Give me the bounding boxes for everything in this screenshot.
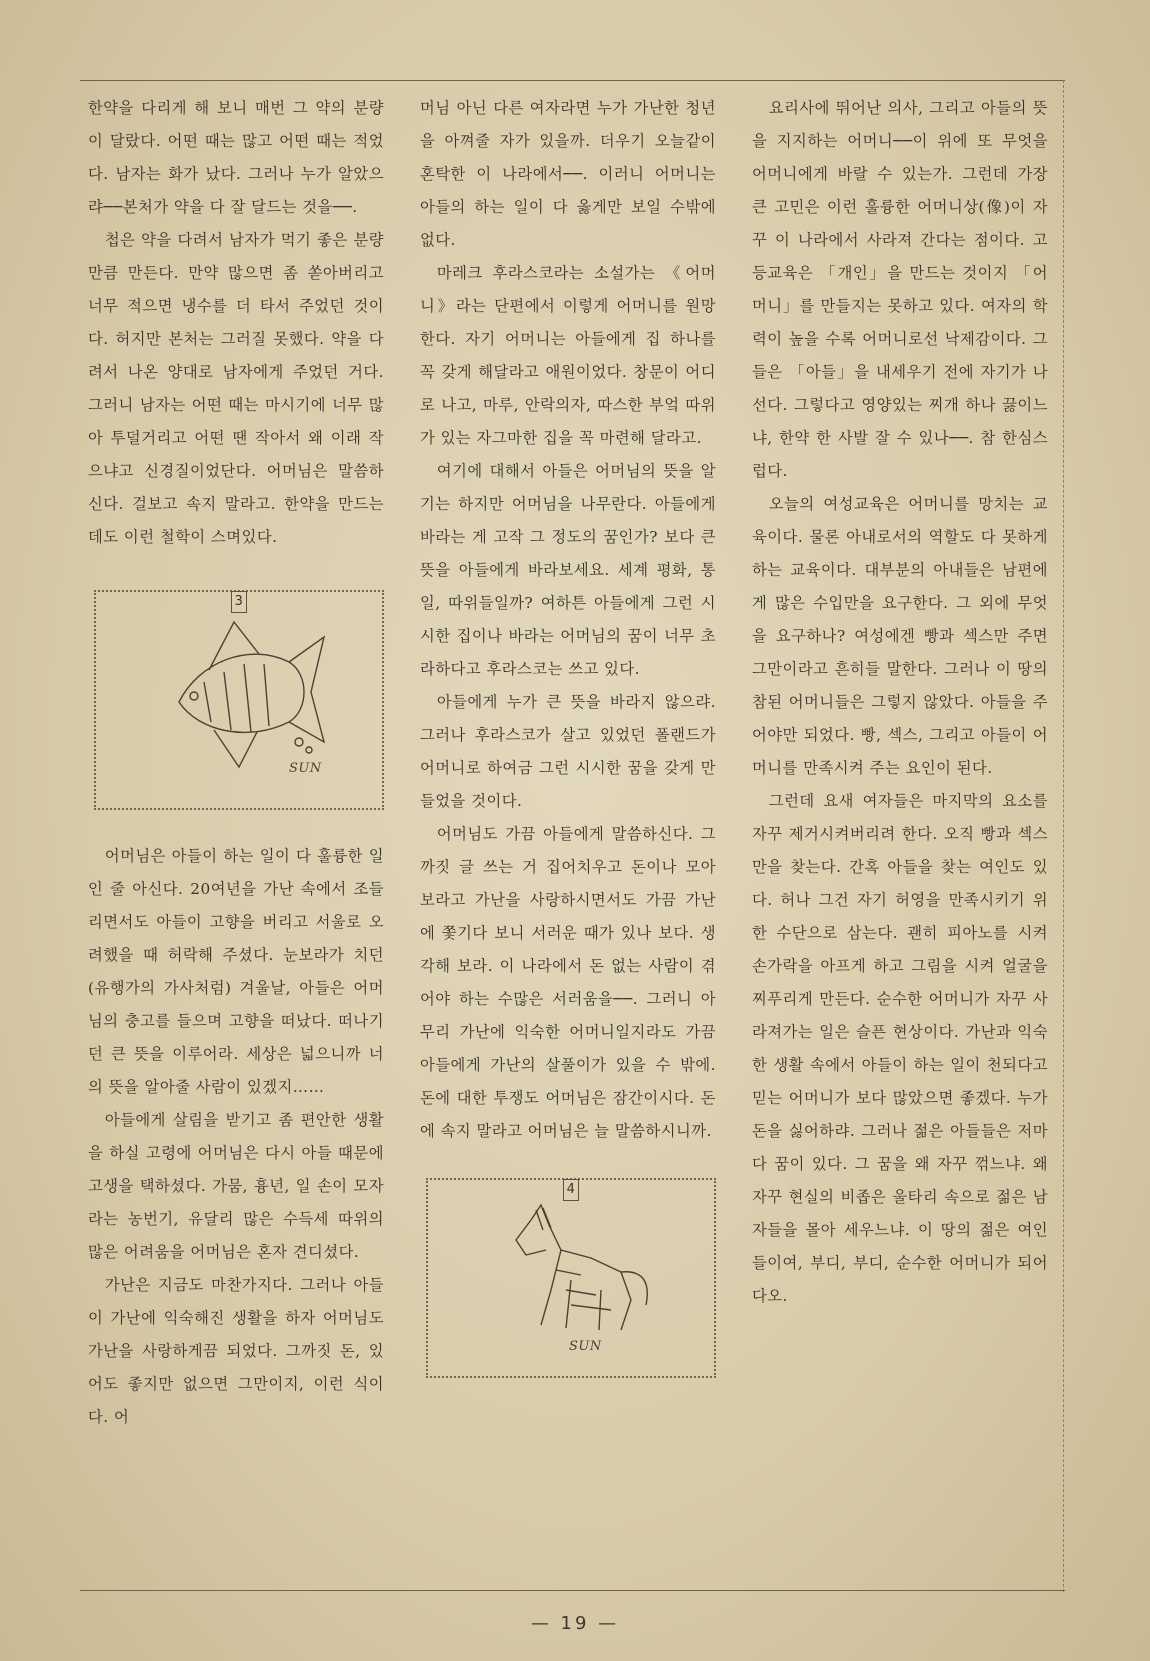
- paragraph: 아들에게 누가 큰 뜻을 바라지 않으랴. 그러나 후라스코가 살고 있었던 폴랜드가 어머니로 하여금 그런 시시한 꿈을 갖게 만들었을 것이다.: [420, 693, 716, 810]
- paragraph: 한약을 다리게 해 보니 매번 그 약의 분량이 달랐다. 어떤 때는 많고 어떤 때는 적었다. 남자는 화가 났다. 그러나 누가 알았으랴──본처가 약을 다 잘 달드는 것을──.: [88, 99, 384, 216]
- illustration-fish: [94, 590, 384, 810]
- paragraph: 아들에게 살림을 받기고 좀 편안한 생활을 하실 고령에 어머님은 다시 아들 때문에 고생을 택하셨다. 가뭄, 흉년, 일 손이 모자라는 농번기, 유달리 많은 수득세 따위의 많은 어려움을 어머님은 혼자 견디셨다.: [88, 1111, 384, 1261]
- horse-sketch-icon: [471, 1180, 671, 1360]
- page-number: — 19 —: [530, 1613, 620, 1634]
- text-column-3: [752, 92, 1048, 1313]
- paragraph: 가난은 지금도 마찬가지다. 그러나 아들이 가난에 익숙해진 생활을 하자 어머님도 가난을 사랑하게끔 되었다. 그까짓 돈, 있어도 좋지만 없으면 그만이지, 이런 식이다. 어: [88, 1276, 384, 1426]
- figure-number: 4: [563, 1179, 579, 1201]
- paragraph: 머님 아닌 다른 여자라면 누가 가난한 청년을 아껴줄 자가 있을까. 더우기 오늘같이 혼탁한 이 나라에서──. 이러니 어머니는 아들의 하는 일이 다 옳게만 보일 수밖에 없다.: [420, 99, 716, 249]
- artist-signature: SUN: [569, 1339, 602, 1354]
- paragraph: 마레크 후라스코라는 소설가는 《어머니》라는 단편에서 이렇게 어머니를 원망한다. 자기 어머니는 아들에게 집 하나를 꼭 갖게 해달라고 애원이었다. 창문이 어디로 나고, 마루, 안락의자, 따스한 부엌 따위가 있는 자그마한 집을 꼭 마련해 달라고.: [420, 264, 716, 447]
- paragraph: 어머님도 가끔 아들에게 말씀하신다. 그까짓 글 쓰는 거 집어치우고 돈이나 모아 보라고 가난을 사랑하시면서도 가끔 가난에 쫓기다 보니 서러운 때가 있나 보다. 생각해 보라. 이 나라에서 돈 없는 사람이 겪어야 하는 수많은 서러움을──. 그러니 아무리 가난에 익숙한 어머니일지라도 가끔 아들에게 가난의 살풀이가 있을 수 밖에. 돈에 대한 투쟁도 어머님은 잠간이시다. 돈에 속지 말라고 어머님은 늘 말씀하시니까.: [420, 825, 716, 1140]
- figure-number: 3: [231, 591, 247, 613]
- fish-sketch-icon: [139, 592, 339, 792]
- right-rule: [1063, 80, 1064, 1592]
- text-column-1: [88, 92, 384, 1434]
- illustration-horse: [426, 1178, 716, 1378]
- paragraph: 그런데 요새 여자들은 마지막의 요소를 자꾸 제거시켜버리려 한다. 오직 빵과 섹스만을 찾는다. 간혹 아들을 찾는 여인도 있다. 허나 그건 자기 허영을 만족시키기 위한 수단으로 삼는다. 괜히 피아노를 시켜 손가락을 아프게 하고 그림을 시켜 얼굴을 찌푸리게 만든다. 순수한 어머니가 자꾸 사라져가는 일은 슬픈 현상이다. 가난과 익숙한 생활 속에서 아들이 하는 일이 천되다고 믿는 어머니가 보다 많았으면 좋겠다. 누가 돈을 싫어하랴. 그러나 젊은 아들들은 저마다 꿈이 있다. 그 꿈을 왜 자꾸 꺾느냐. 왜 자꾸 현실의 비좁은 울타리 속으로 젊은 남자들을 몰아 세우느냐. 이 땅의 젊은 여인들이여, 부디, 부디, 순수한 어머니가 되어다오.: [752, 792, 1048, 1305]
- paragraph: 오늘의 여성교육은 어머니를 망치는 교육이다. 물론 아내로서의 역할도 다 못하게 하는 교육이다. 대부분의 아내들은 남편에게 많은 수입만을 요구한다. 그 외에 무엇을 요구하나? 여성에겐 빵과 섹스만 주면 그만이라고 흔히들 말한다. 그러나 이 땅의 참된 어머니들은 그렇지 않았다. 아들을 주어야만 되었다. 빵, 섹스, 그리고 아들이 어머니를 만족시켜 주는 요인이 된다.: [752, 495, 1048, 777]
- artist-signature: SUN: [289, 761, 322, 776]
- paragraph: 어머님은 아들이 하는 일이 다 훌륭한 일인 줄 아신다. 20여년을 가난 속에서 조들리면서도 아들이 고향을 버리고 서울로 오려했을 때 허락해 주셨다. 눈보라가 치던(유행가의 가사처럼) 겨울날, 아들은 어머님의 충고를 들으며 고향을 떠났다. 떠나기던 큰 뜻을 이루어라. 세상은 넓으니까 너의 뜻을 알아줄 사람이 있겠지……: [88, 847, 384, 1096]
- paragraph: 여기에 대해서 아들은 어머님의 뜻을 알기는 하지만 어머님을 나무란다. 아들에게 바라는 게 고작 그 정도의 꿈인가? 보다 큰 뜻을 아들에게 바라보세요. 세계 평화, 통일, 따위들일까? 여하튼 아들에게 그런 시시한 집이나 바라는 어머님의 꿈이 너무 초라하다고 후라스코는 쓰고 있다.: [420, 462, 716, 678]
- bottom-rule: [80, 1590, 1065, 1591]
- paragraph: 첩은 약을 다려서 남자가 먹기 좋은 분량만큼 만든다. 만약 많으면 좀 쏟아버리고 너무 적으면 냉수를 더 타서 주었던 것이다. 허지만 본처는 그러질 못했다. 약을 다려서 나온 양대로 남자에게 주었던 거다. 그러니 남자는 어떤 때는 마시기에 너무 많아 투덜거리고 어떤 땐 작아서 왜 이래 작으냐고 신경질이었단다. 어머님은 말씀하신다. 걸보고 속지 말라고. 한약을 만드는데도 이런 철학이 스며있다.: [88, 231, 384, 546]
- text-column-2: [420, 92, 716, 1378]
- top-rule: [80, 80, 1065, 81]
- paragraph: 요리사에 뛰어난 의사, 그리고 아들의 뜻을 지지하는 어머니──이 위에 또 무엇을 어머니에게 바랄 수 있는가. 그런데 가장 큰 고민은 이런 훌륭한 어머니상(像)이 자꾸 이 나라에서 사라져 간다는 점이다. 고등교육은 「개인」을 만드는 것이지 「어머니」를 만들지는 못하고 있다. 여자의 학력이 높을 수록 어머니로선 낙제감이다. 그들은 「아들」을 내세우기 전에 자기가 나선다. 그렇다고 영양있는 찌개 하나 끓이느냐, 한약 한 사발 잘 수 있나──. 참 한심스럽다.: [752, 99, 1048, 480]
